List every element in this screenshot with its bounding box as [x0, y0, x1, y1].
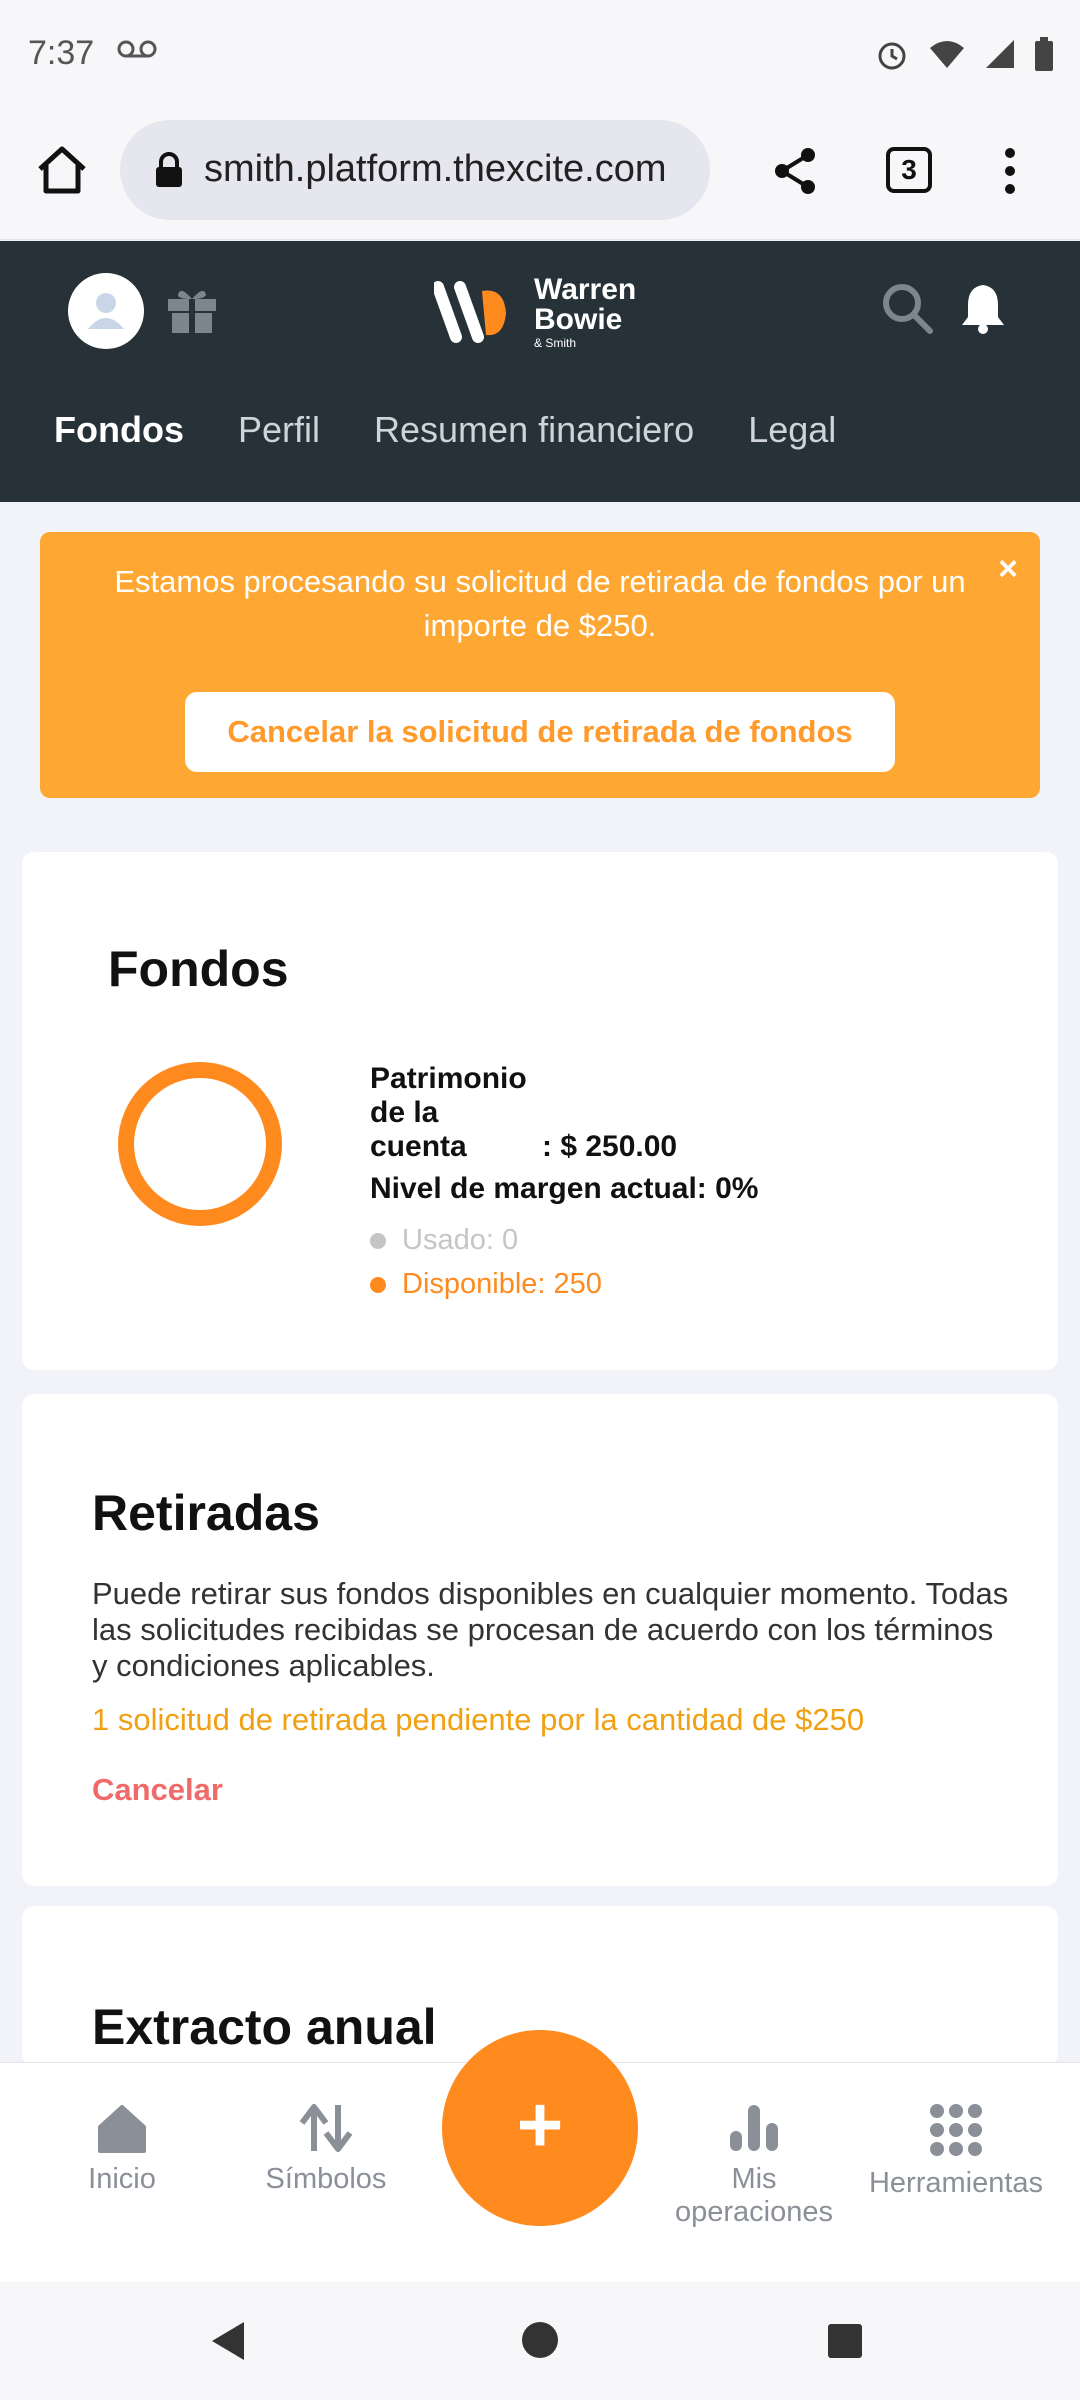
legend-used [370, 1224, 518, 1257]
alert-message: Estamos procesando su solicitud de retirada de fondos por un importe de $250. [114, 564, 966, 643]
nav-tab-legal[interactable]: Legal [748, 409, 837, 450]
bar-chart-icon [726, 2103, 782, 2153]
withdrawal-alert-banner [40, 532, 1040, 798]
equity-value: : $ 250.00 [542, 1130, 678, 1163]
status-icons [874, 36, 1054, 72]
user-icon [68, 273, 144, 349]
annual-statement-title: Extracto anual [92, 1999, 437, 2055]
bottom-nav-herramientas-label: Herramientas [868, 2167, 1044, 2199]
home-icon [96, 2103, 148, 2153]
grid-apps-icon [929, 2103, 983, 2157]
withdrawals-description: Puede retirar sus fondos disponibles en cualquier momento. Todas las solicitudes recibidas se procesan de acuerdo con los términos y condiciones aplicables. [92, 1576, 1009, 1683]
system-nav-bar [0, 2282, 1080, 2400]
alarm-icon [874, 36, 910, 72]
signal-icon [984, 38, 1016, 70]
pending-withdrawal-text: 1 solicitud de retirada pendiente por la cantidad de $250 [92, 1702, 865, 1737]
share-icon[interactable] [770, 145, 822, 197]
cancel-withdrawal-request-button[interactable]: Cancelar la solicitud de retirada de fondos [185, 692, 895, 772]
swap-arrows-icon [298, 2103, 354, 2153]
home-circle-icon[interactable] [520, 2320, 560, 2360]
bottom-nav-simbolos-label: Símbolos [265, 2163, 387, 2195]
logo-name-line-1: Warren [534, 273, 637, 306]
wifi-icon [928, 38, 966, 70]
logo-name-line-2: Bowie [534, 303, 623, 336]
status-time: 7:37 [28, 34, 95, 72]
home-icon[interactable] [34, 141, 90, 197]
cancel-withdrawal-link[interactable]: Cancelar [92, 1772, 223, 1807]
recents-icon[interactable] [826, 2322, 864, 2360]
lock-icon [154, 152, 184, 188]
funds-title: Fondos [108, 941, 289, 997]
nav-tab-resumen-financiero[interactable]: Resumen financiero [374, 409, 695, 450]
withdrawals-card [22, 1394, 1058, 1886]
status-bar [0, 0, 1080, 115]
tab-switcher-button[interactable]: 3 [886, 147, 932, 193]
available-label: Disponible: 250 [402, 1268, 602, 1300]
used-dot-icon [370, 1233, 386, 1249]
nav-tab-perfil[interactable]: Perfil [237, 409, 321, 450]
battery-icon [1034, 37, 1054, 71]
avatar[interactable] [68, 273, 144, 349]
search-icon[interactable] [880, 281, 934, 335]
back-icon[interactable] [208, 2320, 248, 2362]
more-menu-icon[interactable] [1000, 145, 1020, 197]
bell-icon[interactable] [960, 281, 1006, 335]
main-nav [0, 409, 1080, 451]
browser-toolbar [0, 115, 1080, 240]
available-dot-icon [370, 1277, 386, 1293]
bottom-nav-inicio-label: Inicio [88, 2163, 156, 2195]
withdrawals-title: Retiradas [92, 1485, 320, 1541]
logo-subtitle: & Smith [534, 336, 577, 350]
used-label: Usado: 0 [402, 1224, 519, 1256]
close-icon[interactable]: × [998, 550, 1018, 588]
logo [434, 275, 636, 349]
bottom-nav-simbolos[interactable] [226, 2103, 426, 2196]
voicemail-icon [116, 38, 158, 60]
bottom-nav-herramientas[interactable] [856, 2103, 1056, 2200]
address-bar[interactable] [120, 120, 710, 220]
legend-available [370, 1268, 602, 1301]
bottom-nav-mis-label: Mis [731, 2163, 777, 2195]
margin-level: Nivel de margen actual: 0% [370, 1172, 759, 1205]
add-button[interactable]: + [442, 2030, 638, 2226]
margin-donut-chart [118, 1062, 282, 1226]
bottom-nav-operaciones-label: operaciones [675, 2196, 833, 2228]
gift-icon[interactable] [166, 285, 218, 335]
url-text: smith.platform.thexcite.com [204, 148, 667, 190]
nav-tab-fondos[interactable]: Fondos [54, 409, 184, 450]
bottom-nav-mis-operaciones[interactable] [654, 2103, 854, 2229]
brand-logo-icon [434, 279, 526, 345]
bottom-nav-inicio[interactable] [22, 2103, 222, 2196]
equity-label: Patrimonio de la cuenta [370, 1062, 527, 1163]
app-header [0, 241, 1080, 502]
funds-card [22, 852, 1058, 1370]
